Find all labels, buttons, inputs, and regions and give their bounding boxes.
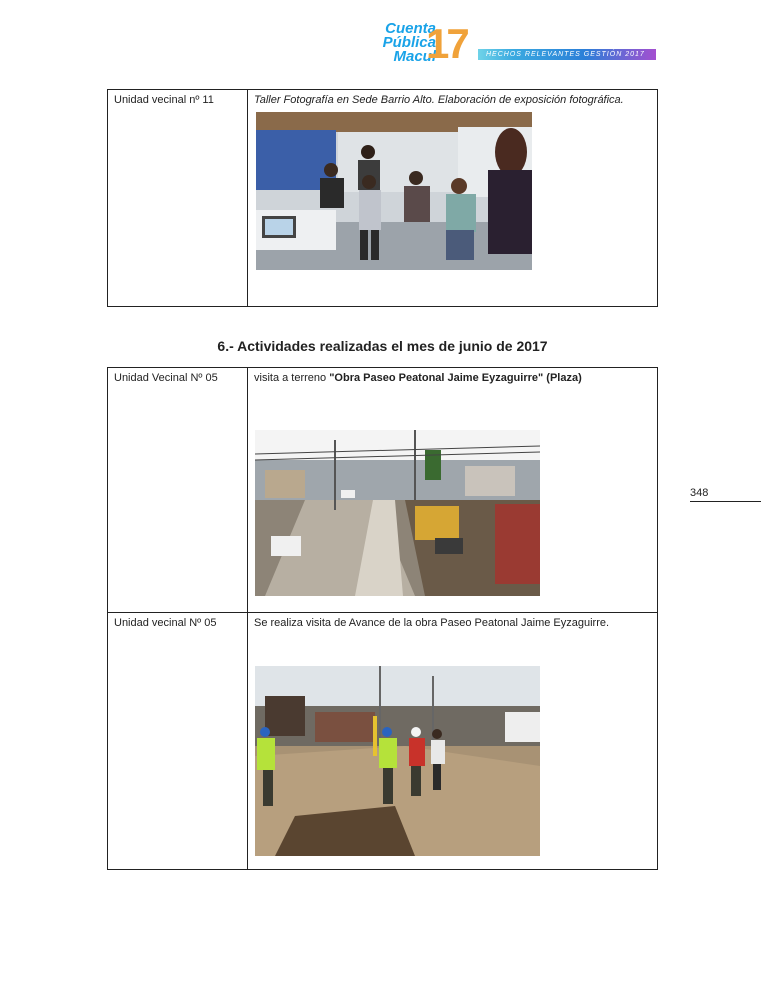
logo-tagline: HECHOS RELEVANTES GESTIÓN 2017 — [486, 51, 645, 58]
table-row — [108, 90, 657, 306]
photo-workshop — [256, 112, 532, 270]
table-row — [108, 612, 657, 869]
table-cell-unit — [108, 613, 248, 869]
logo-line-3: Macul — [393, 48, 436, 65]
activity-description: Taller Fotografía en Sede Barrio Alto. Elaboración de exposición fotográfica. — [254, 94, 624, 106]
page-number-rule — [690, 501, 761, 502]
table-row — [108, 368, 657, 612]
activity-description — [254, 372, 582, 384]
section-heading: 6.- Actividades realizadas el mes de junio de 2017 — [217, 338, 548, 354]
logo-line-2: Pública — [382, 34, 436, 51]
photo-construction-plaza — [255, 430, 540, 596]
photo-construction-progress — [255, 666, 540, 856]
activity-description: Se realiza visita de Avance de la obra Paseo Peatonal Jaime Eyzaguirre. — [254, 617, 610, 629]
logo-line-1: Cuenta — [385, 20, 436, 37]
unit-label: Unidad vecinal Nº 05 — [114, 617, 217, 629]
logo-year: 17 — [426, 20, 467, 67]
activity-table-2 — [107, 367, 658, 870]
cuenta-publica-logo — [356, 22, 656, 68]
activity-description-bold: "Obra Paseo Peatonal Jaime Eyzaguirre" (Plaza) — [329, 372, 582, 384]
table-cell-unit — [108, 368, 248, 612]
activity-table-1 — [107, 89, 658, 307]
page-number: 348 — [690, 487, 709, 499]
logo-wordmark — [356, 22, 436, 64]
activity-description-prefix: visita a terreno — [254, 372, 330, 384]
unit-label: Unidad vecinal nº 11 — [114, 94, 214, 106]
unit-label: Unidad Vecinal Nº 05 — [114, 372, 218, 384]
table-cell-unit — [108, 90, 248, 306]
